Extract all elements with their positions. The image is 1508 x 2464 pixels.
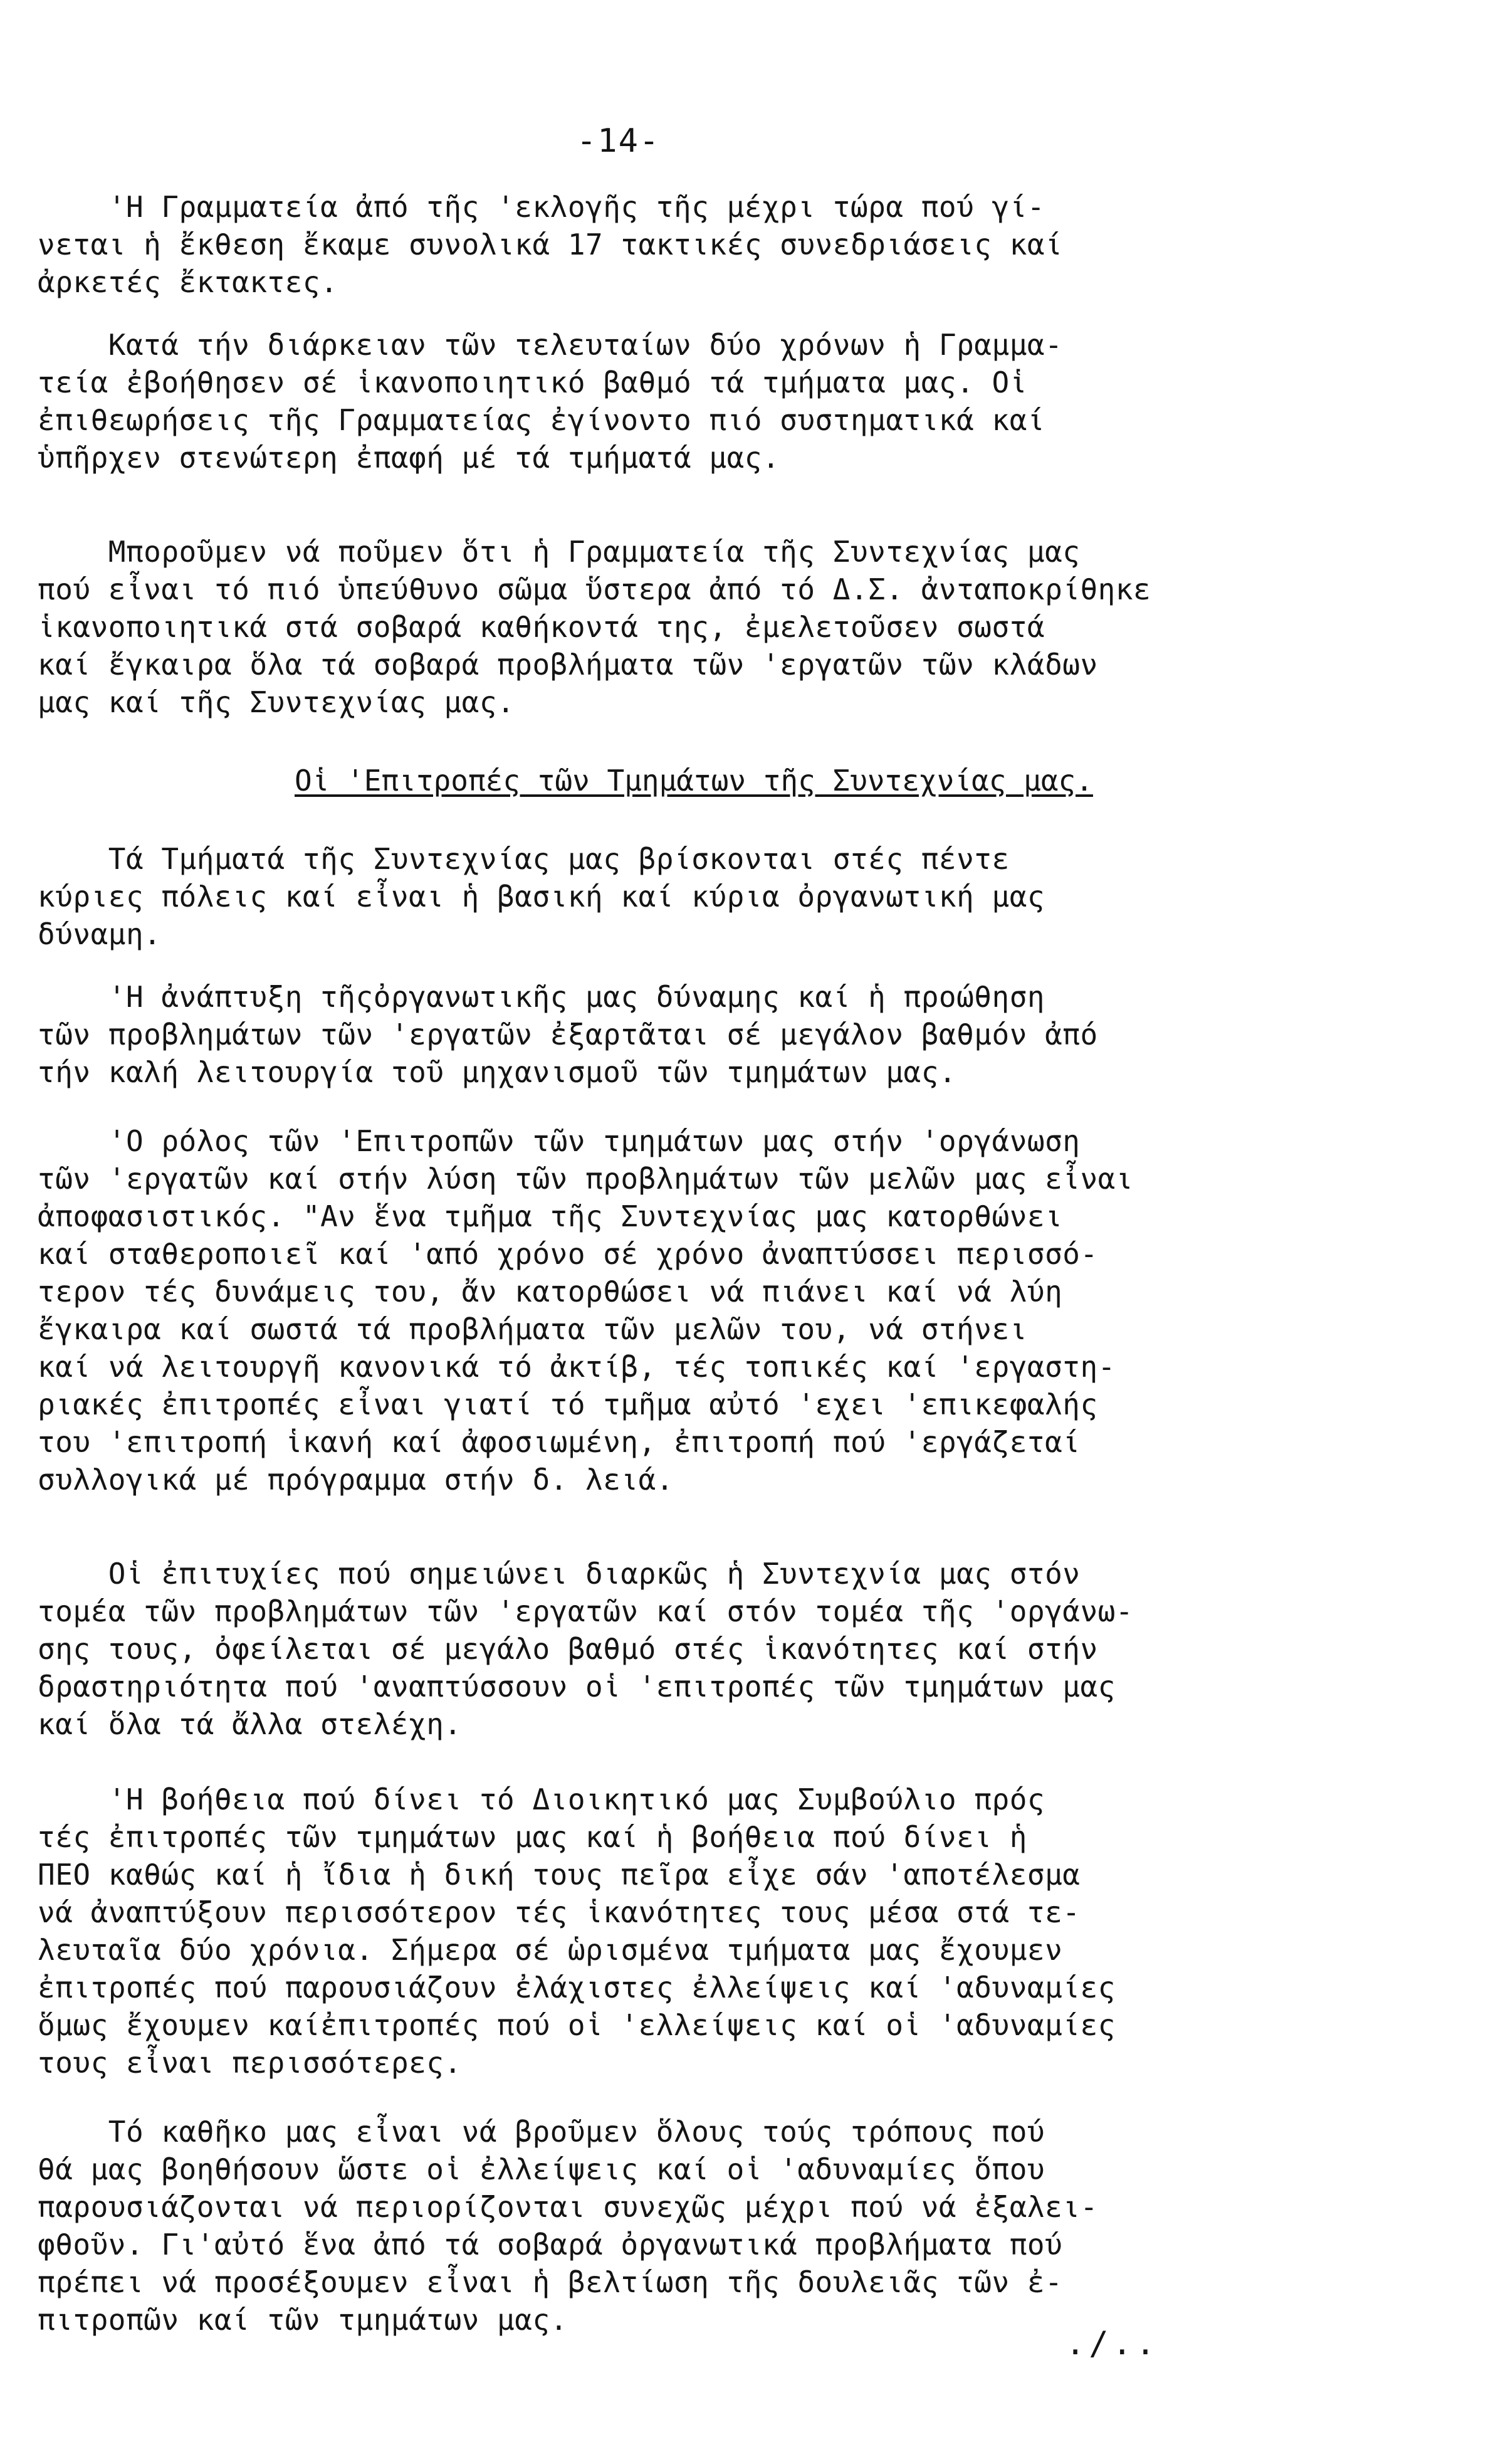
paragraph-board-help xyxy=(38,1781,1291,2082)
text-line: ἀρκετές ἔκτακτες. xyxy=(38,265,338,299)
text-line: πιτροπῶν καί τῶν τμημάτων μας. xyxy=(38,2303,568,2337)
paragraph-our-duty xyxy=(38,2113,1291,2339)
text-line: τομέα τῶν προβλημάτων τῶν 'εργατῶν καί στόν τομέα τῆς 'οργάνω- xyxy=(38,1594,1134,1628)
text-line: ΠΕΟ καθώς καί ἡ ἴδια ἡ δική τους πεῖρα εἶχε σάν 'αποτέλεσμα xyxy=(38,1858,1081,1892)
text-line: ἱκανοποιητικά στά σοβαρά καθήκοντά της, ἐμελετοῦσεν σωστά xyxy=(38,610,1045,644)
text-line: καί νά λειτουργῆ κανονικά τό ἀκτίβ, τές τοπικές καί 'εργαστη- xyxy=(38,1350,1116,1384)
text-line: δύναμη. xyxy=(38,917,162,951)
text-line: μας καί τῆς Συντεχνίας μας. xyxy=(38,685,515,719)
page-number: -14- xyxy=(577,122,661,160)
text-line: του 'επιτροπή ἱκανή καί ἀφοσιωμένη, ἐπιτροπή πού 'εργάζεταί xyxy=(38,1425,1081,1459)
text-line: συλλογικά μέ πρόγραμμα στήν δ. λειά. xyxy=(38,1463,674,1497)
paragraph-organisational-development xyxy=(38,978,1291,1091)
text-line: Μποροῦμεν νά ποῦμεν ὅτι ἡ Γραμματεία τῆς Συντεχνίας μας xyxy=(38,535,1081,569)
text-line: 'Η βοήθεια πού δίνει τό Διοικητικό μας Συμβούλιο πρός xyxy=(38,1782,1045,1816)
paragraph-secretariat-responsible xyxy=(38,533,1291,721)
text-line: ὑπῆρχεν στενώτερη ἐπαφή μέ τά τμήματά μας. xyxy=(38,441,780,475)
paragraph-branches xyxy=(38,840,1291,953)
text-line: ριακές ἐπιτροπές εἶναι γιατί τό τμῆμα αὐτό 'εχει 'επικεφαλής xyxy=(38,1387,1098,1421)
text-line: 'Ο ρόλος τῶν 'Επιτροπῶν τῶν τμημάτων μας στήν 'οργάνωση xyxy=(38,1124,1081,1158)
text-line: Τό καθῆκο μας εἶναι νά βροῦμεν ὅλους τούς τρόπους πού xyxy=(38,2115,1045,2149)
text-line: θά μας βοηθήσουν ὥστε οἱ ἐλλείψεις καί οἱ 'αδυναμίες ὅπου xyxy=(38,2152,1045,2186)
text-line: νά ἀναπτύξουν περισσότερον τές ἱκανότητες τους μέσα στά τε- xyxy=(38,1895,1081,1929)
text-line: καί ἔγκαιρα ὅλα τά σοβαρά προβλήματα τῶν 'εργατῶν τῶν κλάδων xyxy=(38,648,1098,682)
text-line: ὅμως ἔχουμεν καίἐπιτροπές πού οἱ 'ελλείψεις καί οἱ 'αδυναμίες xyxy=(38,2008,1116,2042)
text-line: παρουσιάζονται νά περιορίζονται συνεχῶς μέχρι πού νά ἐξαλει- xyxy=(38,2190,1098,2224)
text-line: καί ὅλα τά ἄλλα στελέχη. xyxy=(38,1707,462,1741)
text-line: 'Η Γραμματεία ἀπό τῆς 'εκλογῆς τῆς μέχρι τώρα πού γί- xyxy=(38,190,1045,224)
text-line: κύριες πόλεις καί εἶναι ἡ βασική καί κύρια ὀργανωτική μας xyxy=(38,880,1045,913)
text-line: πρέπει νά προσέξουμεν εἶναι ἡ βελτίωση τῆς δουλειᾶς τῶν ἐ- xyxy=(38,2265,1063,2299)
text-line: νεται ἡ ἔκθεση ἔκαμε συνολικά 17 τακτικές συνεδριάσεις καί xyxy=(38,228,1063,261)
text-line: ἔγκαιρα καί σωστά τά προβλήματα τῶν μελῶν του, νά στήνει xyxy=(38,1312,1027,1346)
section-heading: Οἱ 'Επιτροπές τῶν Τμημάτων τῆς Συντεχνίας μας. xyxy=(295,764,1093,798)
text-line: πού εἶναι τό πιό ὑπεύθυνο σῶμα ὕστερα ἀπό τό Δ.Σ. ἀνταποκρίθηκε xyxy=(38,572,1151,606)
text-line: τές ἐπιτροπές τῶν τμημάτων μας καί ἡ βοήθεια πού δίνει ἡ xyxy=(38,1820,1027,1854)
text-line: τερον τές δυνάμεις του, ἄν κατορθώσει νά πιάνει καί νά λύη xyxy=(38,1275,1063,1308)
text-line: ἐπιτροπές πού παρουσιάζουν ἐλάχιστες ἐλλείψεις καί 'αδυναμίες xyxy=(38,1971,1116,2004)
continuation-mark: ./.. xyxy=(1066,2325,1160,2362)
text-line: καί σταθεροποιεῖ καί 'από χρόνο σέ χρόνο ἀναπτύσσει περισσό- xyxy=(38,1237,1098,1271)
text-line: ἐπιθεωρήσεις τῆς Γραμματείας ἐγίνοντο πιό συστηματικά καί xyxy=(38,403,1045,437)
paragraph-secretariat-meetings xyxy=(38,188,1291,301)
text-line: τους εἶναι περισσότερες. xyxy=(38,2046,462,2080)
text-line: τῶν 'εργατῶν καί στήν λύση τῶν προβλημάτων τῶν μελῶν μας εἶναι xyxy=(38,1162,1134,1196)
text-line: τῶν προβλημάτων τῶν 'εργατῶν ἐξαρτᾶται σέ μεγάλον βαθμόν ἀπό xyxy=(38,1018,1098,1051)
text-line: Κατά τήν διάρκειαν τῶν τελευταίων δύο χρόνων ἡ Γραμμα- xyxy=(38,328,1063,362)
paragraph-secretariat-help xyxy=(38,326,1291,476)
paragraph-successes xyxy=(38,1555,1291,1743)
text-line: φθοῦν. Γι'αὐτό ἕνα ἀπό τά σοβαρά ὀργανωτικά προβλήματα πού xyxy=(38,2228,1063,2261)
text-line: ἀποφασιστικός. "Αν ἕνα τμῆμα τῆς Συντεχνίας μας κατορθώνει xyxy=(38,1199,1063,1233)
paragraph-committee-role xyxy=(38,1122,1291,1498)
text-line: Τά Τμήματά τῆς Συντεχνίας μας βρίσκονται στές πέντε xyxy=(38,842,1010,876)
text-line: δραστηριότητα πού 'αναπτύσσουν οἱ 'επιτροπές τῶν τμημάτων μας xyxy=(38,1670,1116,1703)
text-line: τεία ἐβοήθησεν σέ ἱκανοποιητικό βαθμό τά τμήματα μας. Οἱ xyxy=(38,366,1027,399)
text-line: λευταῖα δύο χρόνια. Σήμερα σέ ὡρισμένα τμήματα μας ἔχουμεν xyxy=(38,1933,1063,1967)
text-line: σης τους, ὀφείλεται σέ μεγάλο βαθμό στές ἱκανότητες καί στήν xyxy=(38,1632,1098,1666)
text-line: Οἱ ἐπιτυχίες πού σημειώνει διαρκῶς ἡ Συντεχνία μας στόν xyxy=(38,1557,1081,1591)
text-line: 'Η ἀνάπτυξη τῆςὀργανωτικῆς μας δύναμης καί ἡ προώθηση xyxy=(38,980,1045,1014)
text-line: τήν καλή λειτουργία τοῦ μηχανισμοῦ τῶν τμημάτων μας. xyxy=(38,1055,957,1089)
